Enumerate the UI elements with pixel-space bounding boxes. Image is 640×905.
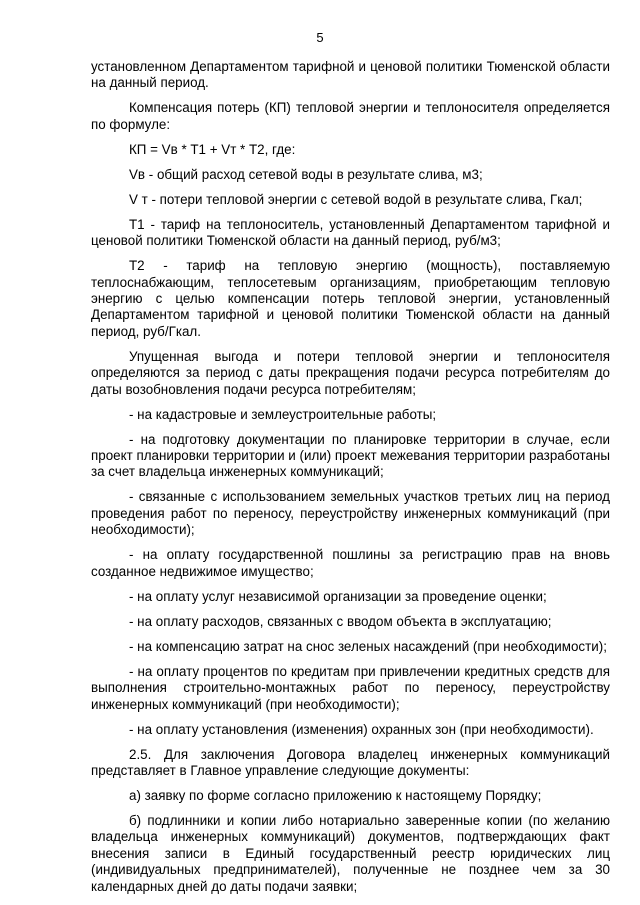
list-item: - на оплату государственной пошлины за регистрацию прав на вновь созданное недвижимое имущество; bbox=[91, 547, 610, 579]
paragraph: установленном Департаментом тарифной и ценовой политики Тюменской области на данный период. bbox=[91, 59, 610, 91]
list-item: - на компенсацию затрат на снос зеленых насаждений (при необходимости); bbox=[129, 638, 607, 654]
list-item: - на оплату процентов по кредитам при привлечении кредитных средств для выполнения строительно-монтажных работ по переносу, переустройству инженерных коммуникаций (при необходимости); bbox=[91, 663, 610, 712]
list-item: - на оплату услуг независимой организации за проведение оценки; bbox=[129, 588, 547, 604]
paragraph: V т - потери тепловой энергии с сетевой водой в результате слива, Гкал; bbox=[129, 191, 583, 207]
paragraph: Т1 - тариф на теплоноситель, установленный Департаментом тарифной и ценовой политики Тюменской области на данный период, руб/м3; bbox=[91, 216, 610, 249]
paragraph: Упущенная выгода и потери тепловой энергии и теплоносителя определяются за период с даты прекращения подачи ресурса потребителям до даты возобновления подачи ресурса потребителям; bbox=[91, 348, 610, 397]
paragraph: Компенсация потерь (КП) тепловой энергии и теплоносителя определяется по формуле: bbox=[91, 100, 610, 132]
paragraph: Vв - общий расход сетевой воды в результате слива, м3; bbox=[129, 166, 483, 182]
page-number: 5 bbox=[316, 30, 324, 45]
list-item: - на оплату установления (изменения) охранных зон (при необходимости). bbox=[129, 721, 594, 737]
formula: КП = Vв * Т1 + Vт * Т2, где: bbox=[129, 141, 296, 157]
section-paragraph: 2.5. Для заключения Договора владелец инженерных коммуникаций представляет в Главное управление следующие документы: bbox=[91, 746, 610, 778]
list-item: - на оплату расходов, связанных с вводом объекта в эксплуатацию; bbox=[129, 613, 552, 629]
list-item: - на подготовку документации по планировке территории в случае, если проект планировки территории и (или) проект межевания территории разработаны за счет владельца инженерных коммуникаций; bbox=[91, 431, 610, 480]
list-item: - связанные с использованием земельных участков третьих лиц на период проведения работ по переносу, переустройству инженерных коммуникаций (при необходимости); bbox=[91, 489, 610, 538]
list-item: б) подлинники и копии либо нотариально заверенные копии (по желанию владельца инженерных коммуникаций) документов, подтверждающих факт внесения записи в Единый государственный реестр юридических лиц (индивидуальных предпринимателей), полученные не позднее чем за 30 календарных дней до даты подачи заявки; bbox=[91, 812, 610, 894]
paragraph: Т2 - тариф на тепловую энергию (мощность), поставляемую теплоснабжающим, теплосетевым организациям, приобретающим тепловую энергию с целью компенсации потерь тепловой энергии, установленный Департаментом тарифной и ценовой политики Тюменской области на данный период, руб/Гкал. bbox=[91, 258, 610, 339]
document-body bbox=[91, 59, 610, 904]
list-item: а) заявку по форме согласно приложению к настоящему Порядку; bbox=[129, 787, 542, 803]
list-item: - на кадастровые и землеустроительные работы; bbox=[129, 406, 437, 422]
